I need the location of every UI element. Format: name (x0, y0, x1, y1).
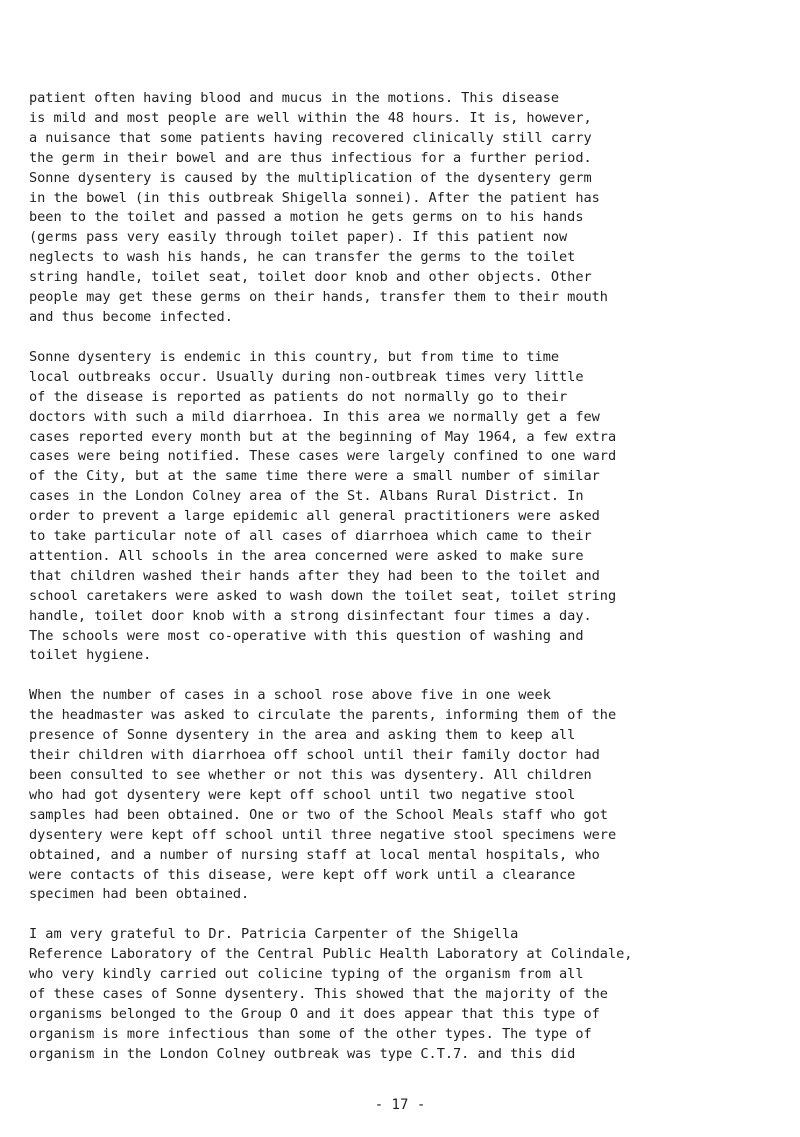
paragraph-local-outbreak: Sonne dysentery is endemic in this country, but from time to time local outbreaks occur. Usually during non-outbreak times very little of the disease is reported as patients do not normally go to their doctors with such a mild diarrhoea. In this area we normally get a few cases reported every month but at the beginning of May 1964, a few extra cases were being notified. These cases were largely confined to one ward of the City, but at the same time there were a small number of similar cases in the London Colney area of the St. Albans Rural District. In order to prevent a large epidemic all general practitioners were asked to take particular note of all cases of diarrhoea which came to their attention. All schools in the area concerned were asked to make sure that children washed their hands after they had been to the toilet and school caretakers were asked to wash down the toilet seat, toilet string handle, toilet door knob with a strong disinfectant four times a day. The schools were most co-operative with this question of washing and toilet hygiene. (29, 348, 617, 664)
document-page (29, 89, 800, 1065)
paragraph-acknowledgement: I am very grateful to Dr. Patricia Carpenter of the Shigella Reference Laboratory of the Central Public Health Laboratory at Colindale, who very kindly carried out colicine typing of the organism from all of these cases of Sonne dysentery. This showed that the majority of the organisms belonged to the Group O and it does appear that this type of organism is more infectious than some of the other types. The type of organism in the London Colney outbreak was type C.T.7. and this did (29, 926, 633, 1062)
paragraph-dysentery-transmission: patient often having blood and mucus in the motions. This disease is mild and most people are well within the 48 hours. It is, however, a nuisance that some patients having recovered clinically still carry the germ in their bowel and are thus infectious for a further period. Sonne dysentery is caused by the multiplication of the dysentery germ in the bowel (in this outbreak Shigella sonnei). After the patient has been to the toilet and passed a motion he gets germs on to his hands (germs pass very easily through toilet paper). If this patient now neglects to wash his hands, he can transfer the germs to the toilet string handle, toilet seat, toilet door knob and other objects. Other people may get these germs on their hands, transfer them to their mouth and thus become infected. (29, 90, 608, 325)
paragraph-school-measures: When the number of cases in a school rose above five in one week the headmaster was asked to circulate the parents, informing them of the presence of Sonne dysentery in the area and asking them to keep all their children with diarrhoea off school until their family doctor had been consulted to see whether or not this was dysentery. All children who had got dysentery were kept off school until two negative stool samples had been obtained. One or two of the School Meals staff who got dysentery were kept off school until three negative stool specimens were obtained, and a number of nursing staff at local mental hospitals, who were contacts of this disease, were kept off work until a clearance specimen had been obtained. (29, 687, 617, 903)
page-number: - 17 - (374, 1097, 426, 1113)
